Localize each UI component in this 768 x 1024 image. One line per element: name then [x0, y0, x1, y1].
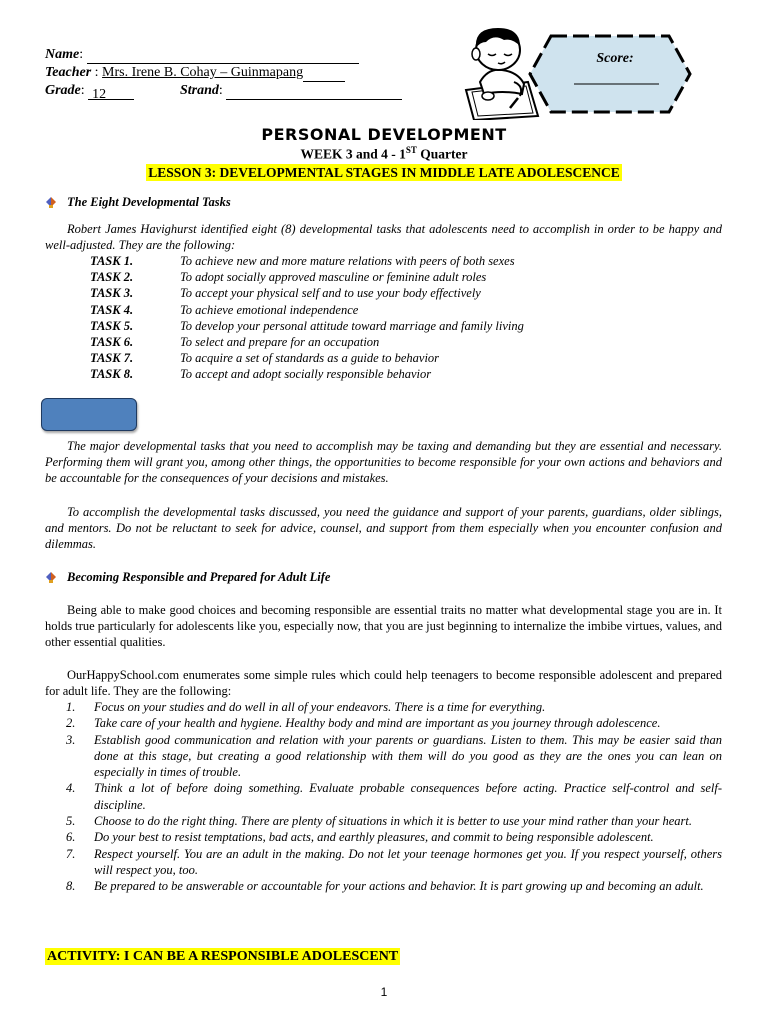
strand-field[interactable]: Strand:	[180, 82, 402, 100]
score-box	[527, 34, 693, 114]
section2-para2: OurHappySchool.com enumerates some simple rules which could help teenagers to become responsible adolescent and prepared for adult life. They are the following:	[45, 668, 722, 698]
task-item: TASK 3. To accept your physical self and to use your body effectively	[90, 286, 481, 301]
rule-item: 7. Respect yourself. You are an adult in the making. Do not let your teenage hormones get you. If you respect yourself, others will respect you, too.	[66, 846, 722, 877]
rules-list	[66, 699, 722, 895]
rule-item: 4. Think a lot of before doing something. Evaluate probable consequences before acting. Practice self-control and self-discipline.	[66, 781, 722, 812]
week-quarter: WEEK 3 and 4 - 1ST Quarter	[300, 145, 468, 162]
teacher-field: Teacher : Mrs. Irene B. Cohay – Guinmapang	[45, 64, 345, 82]
name-field[interactable]: Name:	[45, 46, 359, 64]
subject-title: PERSONAL DEVELOPMENT	[261, 125, 507, 144]
name-blank[interactable]	[87, 49, 359, 64]
arrow-bullet-icon	[45, 571, 57, 583]
section1-para1: The major developmental tasks that you need to accomplish may be taxing and demanding but they are essential and necessary. Performing them will grant you, among other things, the opportunities to become responsible for your own actions and behaviors and be accountable for the consequences of your decisions and mistakes.	[45, 439, 722, 485]
grade-label: Grade	[45, 83, 81, 98]
section1-heading: The Eight Developmental Tasks	[45, 195, 231, 210]
section1-intro: Robert James Havighurst identified eight (8) developmental tasks that adolescents need to accomplish in order to be happy and well-adjusted. They are the following:	[45, 222, 722, 252]
task-item: TASK 8. To accept and adopt socially responsible behavior	[90, 367, 432, 382]
section2-para1: Being able to make good choices and becoming responsible are essential traits no matter what developmental stage you are in. It holds true particularly for adolescents like you, especially now, that you are just beginning to internalize the imbibe virtues, values, and other essential qualities.	[45, 603, 722, 649]
grade-value: 12	[88, 86, 134, 100]
teacher-label: Teacher	[45, 65, 92, 80]
task-item: TASK 6. To select and prepare for an occupation	[90, 334, 380, 349]
section1-para2: To accomplish the developmental tasks discussed, you need the guidance and support of your parents, guardians, older siblings, and mentors. Do not be reluctant to seek for advice, counsel, and support from them especially when you encounter confusion and dilemmas.	[45, 505, 722, 551]
task-item: TASK 2. To adopt socially approved masculine or feminine adult roles	[90, 270, 487, 285]
rule-item: 6. Do your best to resist temptations, bad acts, and earthly pleasures, and commit to being responsible adolescent.	[66, 830, 654, 845]
score-label: Score:	[596, 51, 634, 66]
rule-item: 2. Take care of your health and hygiene. Healthy body and mind are important as you journey through adolescence.	[66, 716, 661, 731]
rule-item: 1. Focus on your studies and do well in all of your endeavors. There is a time for everything.	[66, 700, 546, 714]
task-item: TASK 4. To achieve emotional independence	[90, 302, 359, 317]
strand-blank[interactable]	[226, 85, 402, 100]
lesson-title: LESSON 3: DEVELOPMENTAL STAGES IN MIDDLE LATE ADOLESCENCE	[148, 165, 620, 180]
teacher-value: Mrs. Irene B. Cohay – Guinmapang	[102, 65, 304, 80]
task-item: TASK 7. To acquire a set of standards as a guide to behavior	[90, 351, 440, 366]
activity-title-wrap	[45, 947, 400, 965]
strand-label: Strand	[180, 83, 219, 98]
name-label: Name	[45, 47, 80, 62]
rule-item: 3. Establish good communication and relation with your parents or guardians. Listen to them. This may be easier said than done at this stage, but creating a good relationship with them will do you good as they are the ones you can lean on especially in times of trouble.	[66, 732, 722, 780]
lesson-title-wrap	[0, 164, 768, 182]
activity-title: ACTIVITY: I CAN BE A RESPONSIBLE ADOLESCENT	[47, 949, 399, 964]
rule-item: 8. Be prepared to be answerable or accountable for your actions and behavior. It is part growing up and becoming an adult.	[66, 879, 704, 894]
section2-heading: Becoming Responsible and Prepared for Adult Life	[45, 570, 330, 585]
arrow-bullet-icon	[45, 196, 57, 208]
task-item: TASK 5. To develop your personal attitude toward marriage and family living	[90, 318, 524, 333]
grade-field[interactable]: Grade: 12	[45, 82, 134, 100]
page-number: 1	[380, 985, 388, 999]
rule-item: 5. Choose to do the right thing. There are plenty of situations in which it is better to use your mind rather than your heart.	[66, 814, 692, 829]
blue-label-box	[41, 398, 137, 431]
task-list	[90, 253, 720, 383]
task-item: TASK 1. To achieve new and more mature relations with peers of both sexes	[90, 254, 515, 268]
